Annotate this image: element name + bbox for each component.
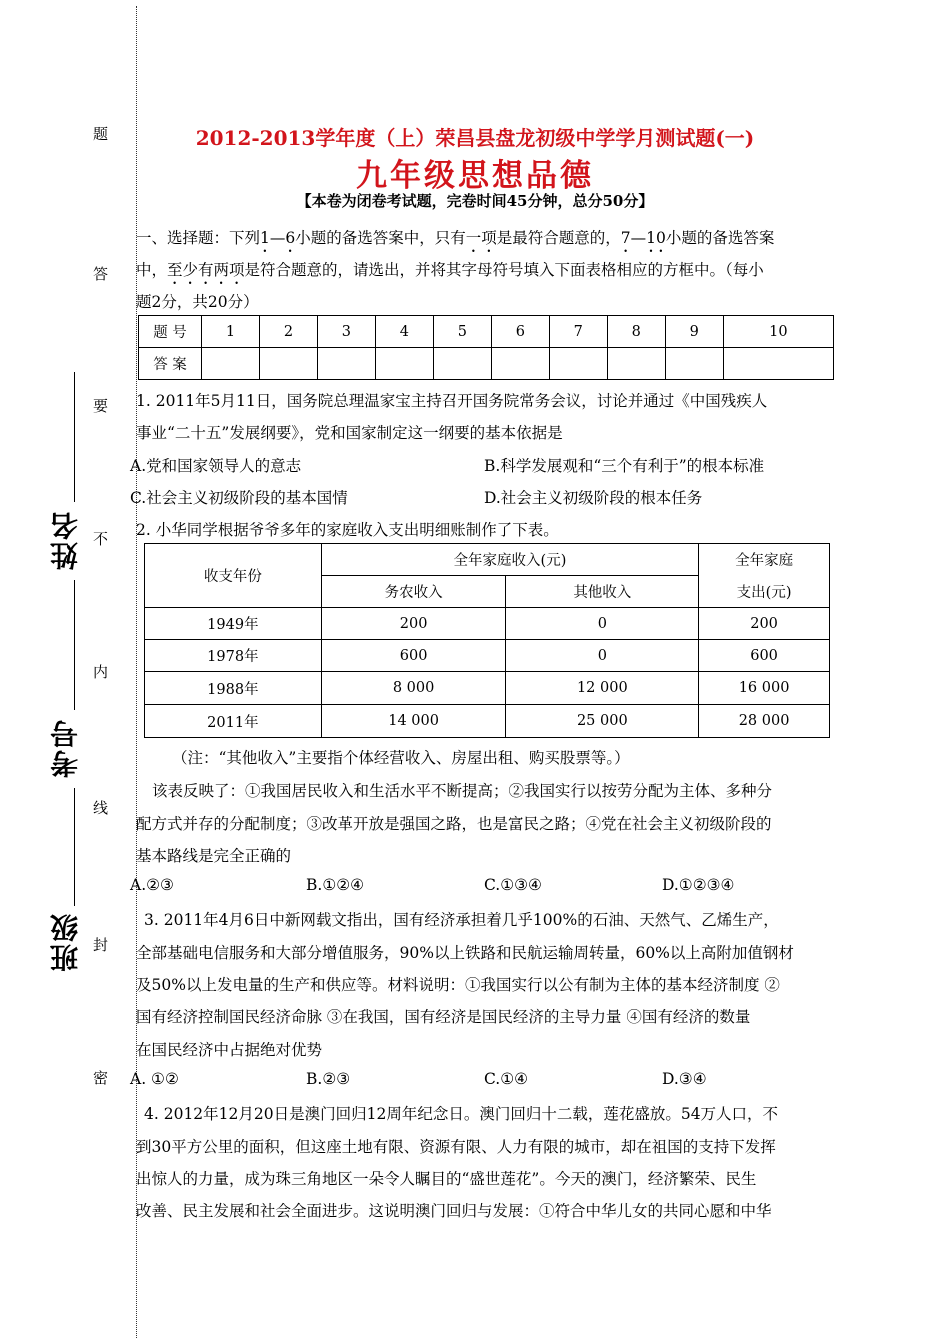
q2-stem-line2: 配方式并存的分配制度；③改革开放是强国之路，也是富民之路；④党在社会主义初级阶段的 — [136, 815, 772, 833]
answer-table — [138, 315, 834, 380]
income-other: 12 000 — [506, 672, 699, 705]
answer-cell[interactable] — [607, 348, 665, 380]
answer-cell[interactable] — [202, 348, 260, 380]
q3-stem-line1: 3. 2011年4月6日中新网载文指出，国有经济承担着几乎100%的石油、天然气、乙烯生产， — [144, 911, 779, 929]
income-expense: 16 000 — [699, 672, 830, 705]
answer-table-number: 7 — [549, 316, 607, 348]
q1-option-c: C.社会主义初级阶段的基本国情 — [130, 489, 348, 507]
q4-stem-line3: 出惊人的力量，成为珠三角地区一朵令人瞩目的“盛世莲花”。今天的澳门，经济繁荣、民生 — [136, 1170, 757, 1188]
exam-no-blank[interactable] — [74, 580, 75, 710]
class-label: 班级 — [49, 912, 82, 972]
income-year: 1988年 — [145, 672, 322, 705]
answer-cell[interactable] — [317, 348, 375, 380]
seal-char: 答 — [91, 266, 109, 281]
q3-stem-line2: 全部基础电信服务和大部分增值服务，90%以上铁路和民航运输周转量，60%以上高附加值钢材 — [136, 944, 794, 962]
income-other: 0 — [506, 640, 699, 672]
answer-table-number: 6 — [491, 316, 549, 348]
answer-table-number: 8 — [607, 316, 665, 348]
q2-option-d: D.①②③④ — [662, 876, 735, 894]
q3-option-c: C.①④ — [484, 1070, 529, 1088]
seal-char: 不 — [91, 531, 109, 546]
answer-table-number: 4 — [375, 316, 433, 348]
q4-stem-line4: 改善、民主发展和社会全面进步。这说明澳门回归与发展：①符合中华儿女的共同心愿和中华 — [136, 1202, 772, 1220]
answer-cell[interactable] — [665, 348, 723, 380]
income-farm: 200 — [321, 608, 506, 640]
answer-cell[interactable] — [375, 348, 433, 380]
seal-char: 内 — [91, 664, 109, 679]
income-year: 1978年 — [145, 640, 322, 672]
answer-table-number: 5 — [433, 316, 491, 348]
section1-intro-line1: 一、选择题：下列1—6小题的备选答案中，只有一项是最符合题意的，7—10小题的备选答案 — [136, 229, 775, 247]
seal-char: 要 — [91, 398, 109, 413]
income-table-row — [145, 672, 830, 705]
q3-option-d: D.③④ — [662, 1070, 707, 1088]
q4-stem-line2: 到30平方公里的面积，但这座土地有限、资源有限、人力有限的城市，却在祖国的支持下发挥 — [136, 1138, 776, 1156]
q2-stem: 2. 小华同学根据爷爷多年的家庭收入支出明细账制作了下表。 — [136, 521, 559, 539]
income-year: 2011年 — [145, 705, 322, 738]
name-blank[interactable] — [74, 372, 75, 502]
section1-intro-line3: 题2分，共20分） — [136, 293, 259, 311]
subject-title: 九年级思想品德 — [356, 158, 594, 194]
income-table-header-expense-2: 支出(元) — [699, 576, 830, 608]
class-blank[interactable] — [74, 788, 75, 906]
income-farm: 8 000 — [321, 672, 506, 705]
answer-table-number: 1 — [202, 316, 260, 348]
income-farm: 600 — [321, 640, 506, 672]
q1-option-d: D.社会主义初级阶段的根本任务 — [484, 489, 703, 507]
seal-char: 题 — [91, 126, 109, 141]
income-expense: 200 — [699, 608, 830, 640]
income-table-header-year: 收支年份 — [145, 544, 322, 608]
exam-note: 【本卷为闭卷考试题，完卷时间45分钟，总分50分】 — [296, 192, 654, 210]
q2-table-note: （注：“其他收入”主要指个体经营收入、房屋出租、购买股票等。） — [172, 749, 630, 767]
answer-cell[interactable] — [549, 348, 607, 380]
income-table-row — [145, 705, 830, 738]
answer-cell[interactable] — [491, 348, 549, 380]
section1-intro-line2: 中，至少有两项是符合题意的，请选出，并将其字母符号填入下面表格相应的方框中。（每小 — [136, 261, 764, 279]
income-farm: 14 000 — [321, 705, 506, 738]
answer-cell[interactable] — [259, 348, 317, 380]
answer-table-number: 3 — [317, 316, 375, 348]
income-table-header-other: 其他收入 — [506, 576, 699, 608]
income-expense: 28 000 — [699, 705, 830, 738]
q1-option-a: A.党和国家领导人的意志 — [130, 457, 302, 475]
answer-table-number: 9 — [665, 316, 723, 348]
seal-char: 线 — [91, 800, 109, 815]
q3-stem-line3: 及50%以上发电量的生产和供应等。材料说明：①我国实行以公有制为主体的基本经济制度 ② — [136, 976, 780, 994]
exam-title: 2012-2013学年度（上）荣昌县盘龙初级中学学月测试题(一) — [195, 126, 755, 150]
answer-table-number: 2 — [259, 316, 317, 348]
income-other: 25 000 — [506, 705, 699, 738]
answer-cell[interactable] — [433, 348, 491, 380]
q2-stem-line1: 该表反映了：①我国居民收入和生活水平不断提高；②我国实行以按劳分配为主体、多种分 — [152, 782, 773, 800]
name-label: 姓名 — [49, 510, 82, 570]
q1-stem-line2: 事业“二十五”发展纲要》，党和国家制定这一纲要的基本依据是 — [136, 424, 563, 442]
income-expense: 600 — [699, 640, 830, 672]
income-table-header-income: 全年家庭收入(元) — [321, 544, 698, 576]
q3-option-a: A. ①② — [130, 1070, 179, 1088]
answer-table-number-label: 题 号 — [139, 316, 202, 348]
income-other: 0 — [506, 608, 699, 640]
q1-stem-line1: 1. 2011年5月11日，国务院总理温家宝主持召开国务院常务会议，讨论并通过《中国残疾人 — [136, 392, 768, 410]
q2-option-a: A.②③ — [130, 876, 174, 894]
exam-no-label: 考号 — [49, 718, 82, 778]
q1-option-b: B.科学发展观和“三个有利于”的根本标准 — [484, 457, 765, 475]
seal-char: 封 — [91, 937, 109, 952]
q2-option-b: B.①②④ — [306, 876, 365, 894]
income-table-row — [145, 640, 830, 672]
q2-option-c: C.①③④ — [484, 876, 542, 894]
q2-stem-line3: 基本路线是完全正确的 — [136, 847, 292, 865]
answer-table-number: 10 — [723, 316, 833, 348]
q3-option-b: B.②③ — [306, 1070, 351, 1088]
answer-table-answer-label: 答 案 — [139, 348, 202, 380]
q4-stem-line1: 4. 2012年12月20日是澳门回归12周年纪念日。澳门回归十二载，莲花盛放。54万人口，不 — [144, 1105, 779, 1123]
income-table-header-expense-1: 全年家庭 — [699, 544, 830, 576]
income-table-header-farm: 务农收入 — [321, 576, 506, 608]
answer-cell[interactable] — [723, 348, 833, 380]
seal-char: 密 — [91, 1070, 109, 1085]
income-year: 1949年 — [145, 608, 322, 640]
q3-stem-line5: 在国民经济中占据绝对优势 — [136, 1041, 323, 1059]
income-table-row — [145, 608, 830, 640]
income-table — [144, 543, 830, 738]
q3-stem-line4: 国有经济控制国民经济命脉 ③在我国，国有经济是国民经济的主导力量 ④国有经济的数量 — [136, 1008, 751, 1026]
